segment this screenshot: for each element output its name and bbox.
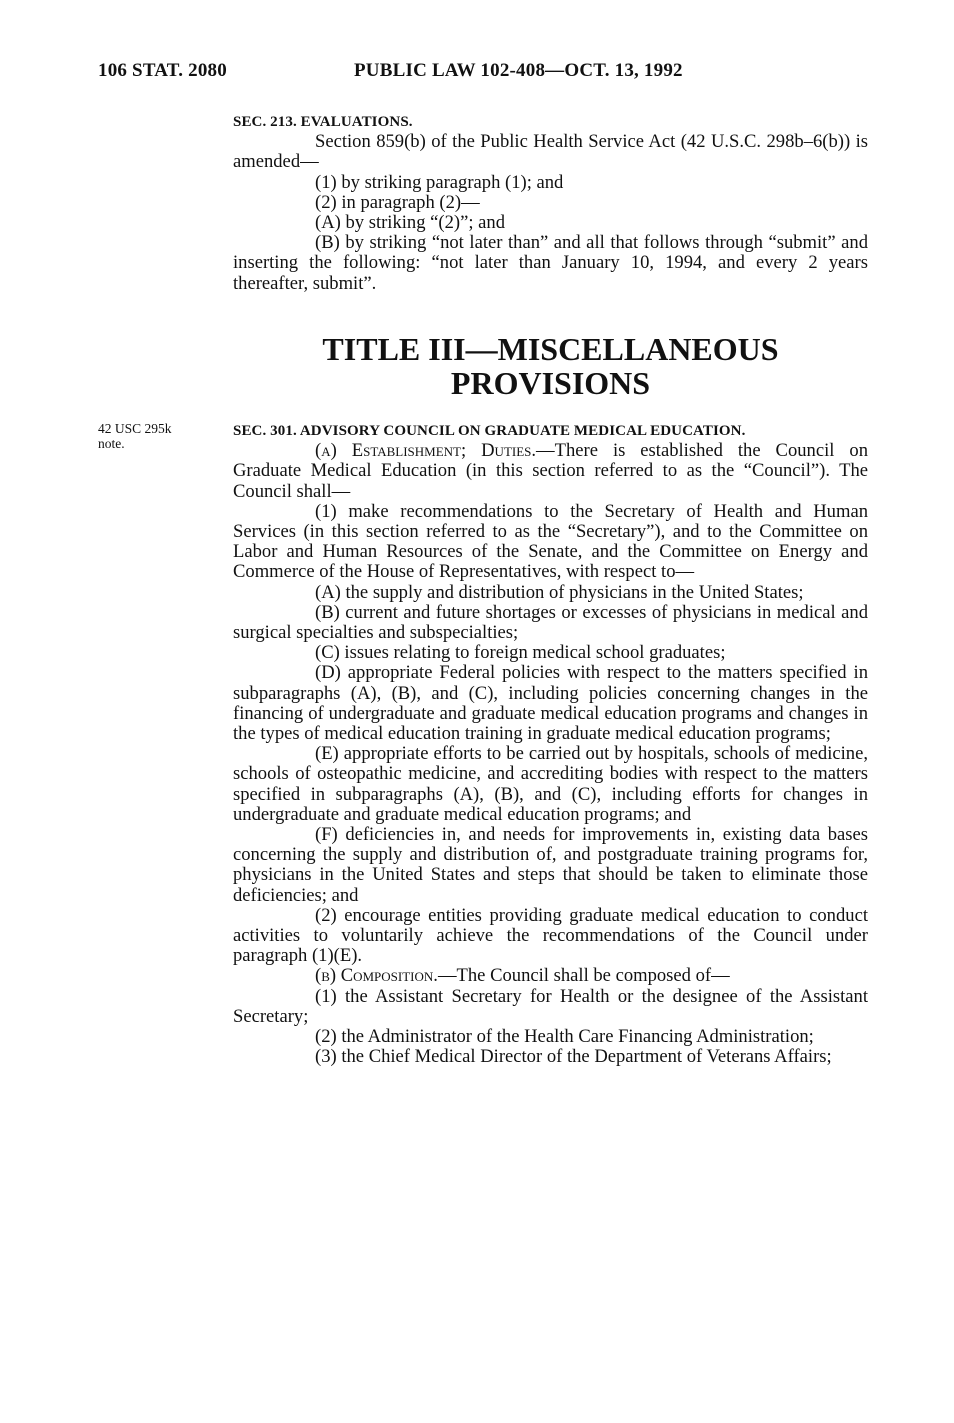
subsection-a-subparagraph-a: (A) the supply and distribution of physicians in the United States; — [315, 581, 804, 603]
subsection-a — [233, 441, 868, 502]
subsection-b-label: (b) Composition. — [315, 965, 438, 987]
title-iii-heading — [233, 332, 868, 400]
margin-note-citation: 42 USC 295k — [98, 421, 172, 436]
section-213-paragraph-2: (2) in paragraph (2)— — [315, 191, 480, 213]
margin-note — [98, 421, 208, 451]
section-213-paragraph-1: (1) by striking paragraph (1); and — [315, 171, 564, 193]
public-law-citation: PUBLIC LAW 102-408—OCT. 13, 1992 — [354, 60, 683, 81]
subsection-b-paragraph-1: (1) the Assistant Secretary for Health or the designee of the Assistant Secretary; — [233, 985, 868, 1027]
subsection-a-subparagraph-d: (D) appropriate Federal policies with respect to the matters specified in subparagraphs (A), (B), and (C), including policies concerning changes in the financing of undergraduate and graduate medical education programs and changes in the types of medical education training in graduate medical education programs; — [233, 662, 868, 745]
subsection-a-subparagraph-c: (C) issues relating to foreign medical school graduates; — [315, 642, 726, 664]
section-213-intro: Section 859(b) of the Public Health Service Act (42 U.S.C. 298b–6(b)) is amended— — [233, 131, 868, 173]
subsection-a-subparagraph-e: (E) appropriate efforts to be carried out by hospitals, schools of medicine, schools of osteopathic medicine, and accrediting bodies with respect to the matters specified in subparagraphs (A), (B), and (C), including efforts for changes in undergraduate and graduate medical education programs; and — [233, 743, 868, 825]
subsection-a-subparagraph-b: (B) current and future shortages or excesses of physicians in medical and surgical specialties and subspecialties; — [233, 601, 868, 644]
section-301 — [233, 421, 868, 1068]
margin-note-label: note. — [98, 436, 125, 451]
subsection-a-paragraph-1: (1) make recommendations to the Secretary of Health and Human Services (in this section referred to as the “Secretary”), and to the Committee on Labor and Human Resources of the Senate, and the Committee on Energy and Commerce of the House of Representatives, with respect to— — [233, 500, 868, 583]
statute-page-number: 106 STAT. 2080 — [98, 60, 227, 81]
section-301-heading: SEC. 301. ADVISORY COUNCIL ON GRADUATE MEDICAL EDUCATION. — [233, 423, 746, 439]
title-heading-line-1: TITLE III—MISCELLANEOUS — [322, 331, 779, 367]
subsection-a-label: (a) Establishment; Duties. — [315, 440, 537, 462]
section-213 — [233, 112, 868, 294]
title-heading-line-2: PROVISIONS — [450, 365, 651, 401]
subsection-b-paragraph-2: (2) the Administrator of the Health Care Financing Administration; — [315, 1026, 814, 1048]
subsection-a-text: —There is established the Council on Graduate Medical Education (in this section referred to as the “Council”). The Council shall— — [233, 440, 868, 502]
subsection-a-subparagraph-f: (F) deficiencies in, and needs for improvements in, existing data bases concerning the supply and distribution of, and postgraduate training programs for, physicians in the United States and steps that should be taken to eliminate those deficiencies; and — [233, 824, 868, 906]
section-213-heading: SEC. 213. EVALUATIONS. — [233, 114, 413, 130]
subsection-b-paragraph-3: (3) the Chief Medical Director of the Department of Veterans Affairs; — [315, 1046, 832, 1068]
section-213-subparagraph-a: (A) by striking “(2)”; and — [315, 212, 506, 234]
section-213-subparagraph-b: (B) by striking “not later than” and all that follows through “submit” and inserting the following: “not later than January 10, 1994, and every 2 years thereafter, submit”. — [233, 232, 868, 294]
subsection-b-text: —The Council shall be composed of— — [437, 965, 730, 987]
subsection-a-paragraph-2: (2) encourage entities providing graduate medical education to conduct activities to voluntarily achieve the recommendations of the Council under paragraph (1)(E). — [233, 904, 868, 967]
subsection-b — [233, 966, 868, 986]
